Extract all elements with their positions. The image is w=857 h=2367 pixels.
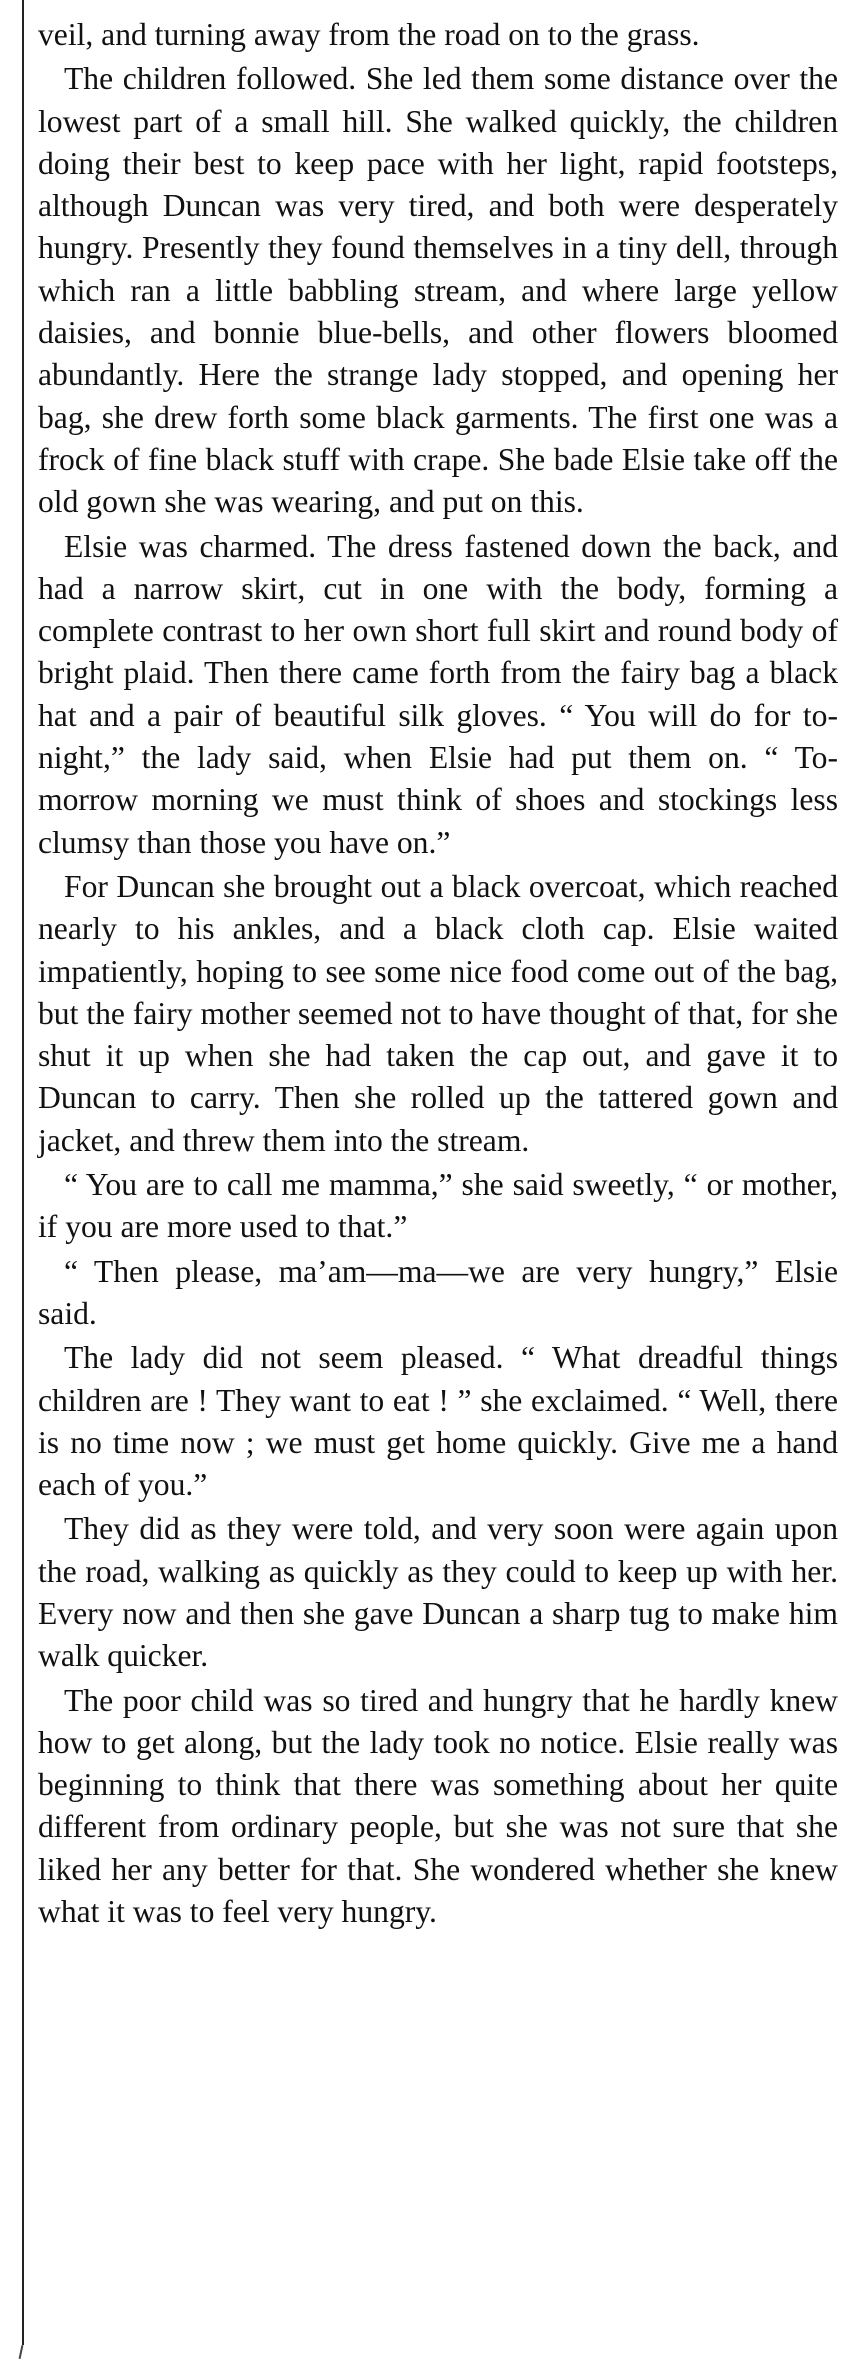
paragraph-9: The poor child was so tired and hungry that he hardly knew how to get along, but the lady took no notice. Elsie really was beginning to think that there was something about her quite different from ordinary people, but she was not sure that she liked her any better for that. She wondered whether she knew what it was to feel very hungry. (38, 1682, 838, 1930)
paragraph-8: They did as they were told, and very soon were again upon the road, walking as quickly as they could to keep up with her. Every now and then she gave Duncan a sharp tug to make him walk quicker. (38, 1511, 838, 1674)
left-margin-rule (22, 0, 24, 2345)
paragraph-1: veil, and turning away from the road on to the grass. (38, 17, 700, 52)
paragraph-3: Elsie was charmed. The dress fastened down the back, and had a narrow skirt, cut in one with the body, forming a complete contrast to her own short full skirt and round body of bright plaid. Then there came forth from the fairy bag a black hat and a pair of beautiful silk gloves. “ You will do for to-night,” the lady said, when Elsie had put them on. “ To-morrow morning we must think of shoes and stockings less clumsy than those you have on.” (38, 528, 838, 860)
paragraph-2: The children followed. She led them some distance over the lowest part of a small hill. She walked quickly, the children doing their best to keep pace with her light, rapid footsteps, although Duncan was very tired, and both were desperately hungry. Presently they found themselves in a tiny dell, through which ran a little babbling stream, and where large yellow daisies, and bonnie blue-bells, and other flowers bloomed abundantly. Here the strange lady stopped, and opening her bag, she drew forth some black garments. The first one was a frock of fine black stuff with crape. She bade Elsie take off the old gown she was wearing, and put on this. (38, 61, 838, 520)
paragraph-4: For Duncan she brought out a black overcoat, which reached nearly to his ankles, and a black cloth cap. Elsie waited impatiently, hoping to see some nice food come out of the bag, but the fairy mother seemed not to have thought of that, for she shut it up when she had taken the cap out, and gave it to Duncan to carry. Then she rolled up the tattered gown and jacket, and threw them into the stream. (38, 868, 838, 1158)
margin-mark (19, 2345, 24, 2359)
paragraph-7: The lady did not seem pleased. “ What dreadful things children are ! They want to eat ! ” she exclaimed. “ Well, there is no time now ; we must get home quickly. Give me a hand each of you.” (38, 1340, 838, 1503)
paragraph-6: “ Then please, ma’am—ma—we are very hungry,” Elsie said. (38, 1253, 838, 1331)
paragraph-5: “ You are to call me mamma,” she said sweetly, “ or mother, if you are more used to that.” (38, 1167, 838, 1245)
page-body-text (38, 14, 838, 1935)
